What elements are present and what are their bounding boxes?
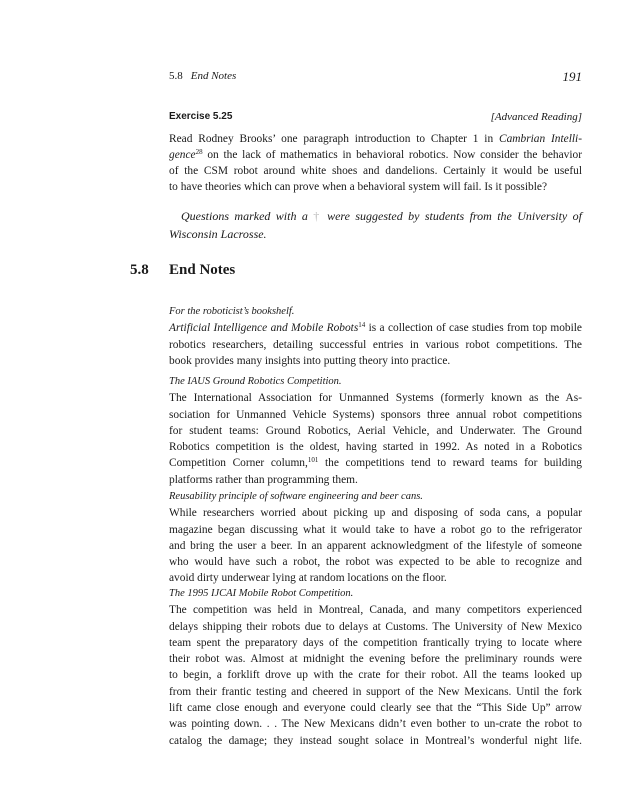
end-note-line: from their frantic testing and cheered in support of the New Mexicans. Until the fork xyxy=(169,685,582,698)
note-line: Wisconsin Lacrosse. xyxy=(169,227,267,241)
exercise-line: gence$^{28}$ on the lack of mathematics in behavioral robotics. Now consider the behavior xyxy=(169,148,582,161)
end-note-line: team spent the preparatory days of the competition frantically trying to locate where xyxy=(169,636,582,649)
running-head-section: 5.8 xyxy=(169,70,183,82)
dagger-icon: † xyxy=(313,209,322,223)
end-note-line: Competition Corner column,$^{101}$ the competitions tend to reward teams for building xyxy=(169,456,582,470)
running-head-title: End Notes xyxy=(190,70,237,82)
exercise-line: Read Rodney Brooks’ one paragraph introduction to Chapter 1 in Cambrian Intelli- xyxy=(169,133,582,145)
end-note-ijcai xyxy=(169,586,582,749)
end-note-line: platforms rather than programming them. xyxy=(169,473,358,486)
end-note-line: lift came close enough and everyone could clearly see that the “This Side Up” arrow xyxy=(169,702,582,715)
exercise-line: of the CSM robot around white shoes and dandelions. Certainly it would be useful xyxy=(169,165,582,177)
end-note-line: magazine began discussing what it would take to have a robot go to the refrigerator xyxy=(169,523,582,536)
student-note xyxy=(169,207,582,243)
page-number: 191 xyxy=(562,69,582,84)
end-note-subtitle: For the roboticist’s bookshelf. xyxy=(169,306,295,317)
end-note-line: sociation for Unmanned Vehicle Systems) sponsors three annual robot competitions xyxy=(169,408,582,421)
section-number: 5.8 xyxy=(130,262,149,278)
exercise-body xyxy=(169,131,582,195)
exercise-tag: [Advanced Reading] xyxy=(490,111,582,123)
end-note-line: delays shipping their robots due to delays at Customs. The University of New Mexico xyxy=(169,620,582,633)
end-note-line: The competition was held in Montreal, Canada, and many competitors experienced xyxy=(169,604,582,617)
end-note-line: avoid dirty underwear lying at random locations on the floor. xyxy=(169,572,447,585)
end-note-line: While researchers worried about picking up and disposing of soda cans, a popular xyxy=(169,507,582,520)
end-note-line: for student teams: Ground Robotics, Aerial Vehicle, and Underwater. The Ground xyxy=(169,424,582,437)
exercise-header xyxy=(169,111,582,127)
end-note-subtitle: Reusability principle of software engineering and beer cans. xyxy=(169,491,423,502)
section-title: End Notes xyxy=(169,262,236,278)
end-note-line: Artificial Intelligence and Mobile Robots$^{14}$ is a collection of case studies from top mobile xyxy=(169,321,582,335)
note-line: Questions marked with a † were suggested by students from the University of xyxy=(181,209,582,223)
end-note-line: Robotics competition is the oldest, having started in 1992. As noted in a Robotics xyxy=(169,441,582,454)
running-head-left xyxy=(169,70,236,82)
exercise-line: to have theories which can prove when a behavioral system will fail. Is it possible? xyxy=(169,181,547,193)
end-note-line: book provides many insights into putting theory into practice. xyxy=(169,354,451,367)
end-note-line: was pointing down. . . The New Mexicans didn’t even bother to un-crate the robot to xyxy=(169,718,582,731)
end-note-line: their robot was. Almost at midnight the evening before the preliminary rounds were xyxy=(169,653,582,666)
citation-14: 14 xyxy=(358,321,366,330)
citation-28: 28 xyxy=(195,148,203,156)
citation-101: 101 xyxy=(307,456,319,465)
end-note-line: who would have such a robot, the robot was expected to be able to recognize and xyxy=(169,556,582,569)
exercise-title: Exercise 5.25 xyxy=(169,111,233,122)
end-note-line: robotics researchers, detailing successful entries in various robot competitions. The xyxy=(169,338,582,351)
end-note-line: to begin, a forklift drove up with the crate for their robot. All the teams looked up xyxy=(169,669,582,682)
end-note-line: and bring the user a beer. In an apparent acknowledgment of the lifestyle of someone xyxy=(169,539,582,552)
end-note-beer-cans xyxy=(169,489,582,587)
end-note-iaus xyxy=(169,374,582,488)
end-note-bookshelf xyxy=(169,304,582,369)
end-note-line: catalog the damage; they instead sought solace in Montreal’s wonderful night life. xyxy=(169,734,582,747)
end-note-subtitle: The 1995 IJCAI Mobile Robot Competition. xyxy=(169,588,354,599)
running-head xyxy=(169,70,582,86)
end-note-subtitle: The IAUS Ground Robotics Competition. xyxy=(169,376,342,387)
end-note-line: The International Association for Unmanned Systems (formerly known as the As- xyxy=(169,392,582,405)
